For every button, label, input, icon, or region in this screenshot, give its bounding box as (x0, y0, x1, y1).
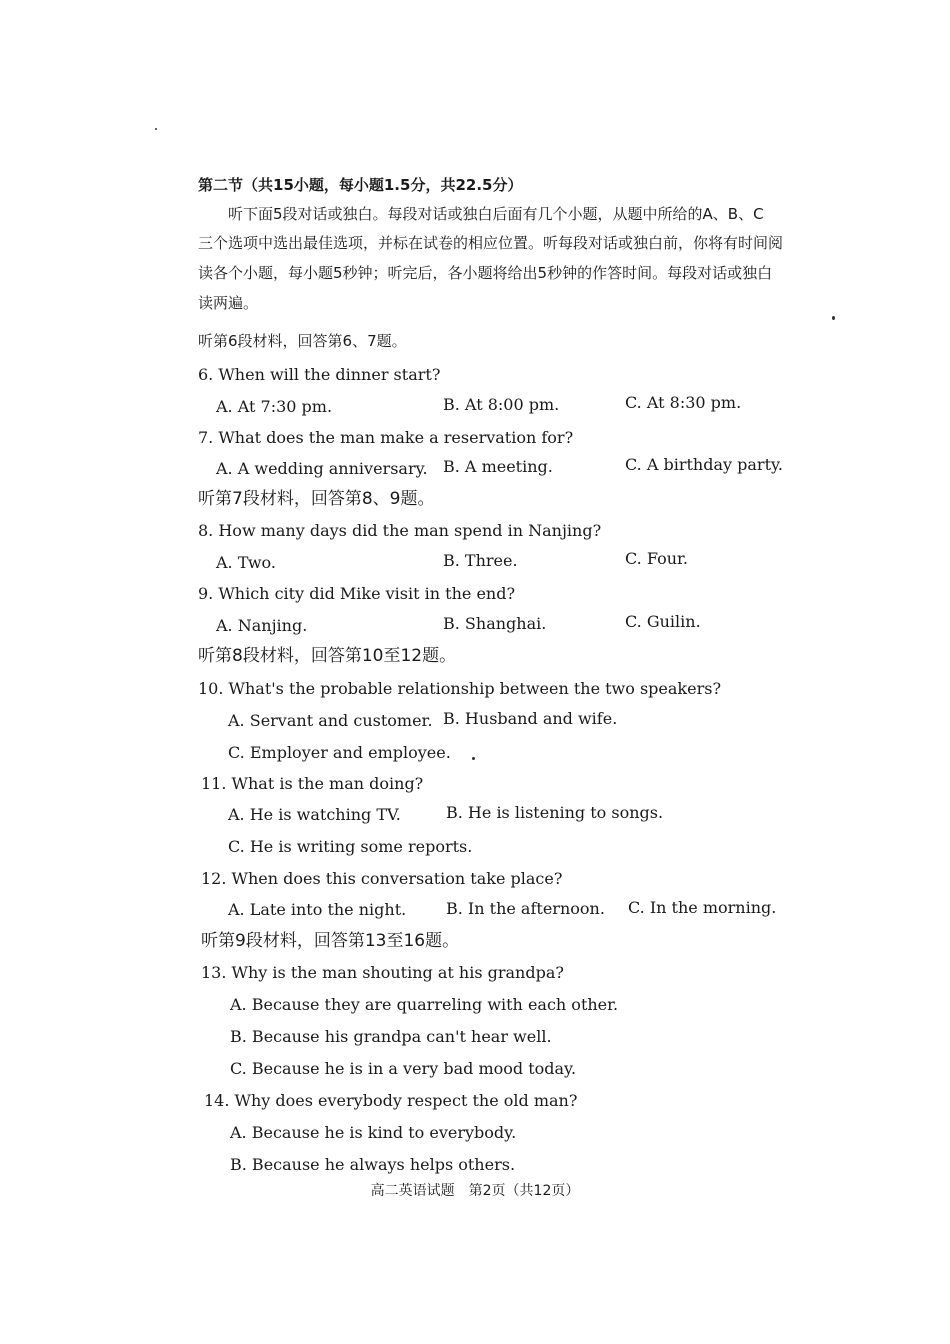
option-a: A. Because they are quarreling with each other. (230, 995, 619, 1014)
instruction-line: 读各个小题，每小题5秒钟；听完后，各小题将给出5秒钟的作答时间。每段对话或独白 (198, 264, 773, 282)
group-label: 听第7段材料，回答第8、9题。 (198, 489, 435, 509)
question-6: 6. When will the dinner start? (198, 365, 441, 384)
option-c: C. Employer and employee. (228, 743, 451, 762)
option-b: B. Three. (443, 551, 518, 570)
option-b: B. Husband and wife. (443, 709, 618, 728)
option-b: B. He is listening to songs. (446, 803, 664, 822)
question-9: 9. Which city did Mike visit in the end? (198, 584, 516, 603)
scan-speck (472, 757, 475, 760)
option-c: C. Guilin. (625, 612, 701, 631)
group-label: 听第8段材料，回答第10至12题。 (198, 646, 457, 666)
section-header: 第二节（共15小题，每小题1.5分，共22.5分） (198, 176, 523, 194)
option-a: A. Two. (216, 553, 276, 572)
option-c: C. Because he is in a very bad mood today. (230, 1059, 577, 1078)
scan-speck (832, 316, 835, 320)
option-c: C. He is writing some reports. (228, 837, 473, 856)
question-14: 14. Why does everybody respect the old man? (204, 1091, 578, 1110)
option-c: C. At 8:30 pm. (625, 393, 742, 412)
option-a: A. He is watching TV. (228, 805, 401, 824)
option-b: B. A meeting. (443, 457, 553, 476)
option-a: A. Servant and customer. (228, 711, 433, 730)
question-10: 10. What's the probable relationship between the two speakers? (198, 679, 722, 698)
option-b: B. Because his grandpa can't hear well. (230, 1027, 552, 1046)
option-a: A. A wedding anniversary. (216, 459, 428, 478)
instruction-line: 读两遍。 (198, 294, 259, 312)
option-b: B. At 8:00 pm. (443, 395, 560, 414)
page-footer: 高二英语试题 第2页（共12页） (370, 1183, 580, 1199)
option-a: A. Late into the night. (228, 900, 407, 919)
instruction-line: 三个选项中选出最佳选项，并标在试卷的相应位置。听每段对话或独白前，你将有时间阅 (198, 234, 784, 252)
question-12: 12. When does this conversation take place? (201, 869, 563, 888)
scan-speck (155, 128, 157, 130)
option-b: B. Because he always helps others. (230, 1155, 516, 1174)
option-a: A. Nanjing. (216, 616, 308, 635)
option-a: A. Because he is kind to everybody. (230, 1123, 517, 1142)
group-label: 听第9段材料，回答第13至16题。 (201, 931, 460, 951)
question-7: 7. What does the man make a reservation for? (198, 428, 574, 447)
question-11: 11. What is the man doing? (201, 774, 424, 793)
option-b: B. In the afternoon. (446, 899, 605, 918)
option-c: C. In the morning. (628, 898, 777, 917)
instruction-line: 听下面5段对话或独白。每段对话或独白后面有几个小题，从题中所给的A、B、C (228, 205, 764, 223)
option-b: B. Shanghai. (443, 614, 547, 633)
group-label: 听第6段材料，回答第6、7题。 (198, 332, 407, 350)
question-8: 8. How many days did the man spend in Nanjing? (198, 521, 602, 540)
question-13: 13. Why is the man shouting at his grandpa? (201, 963, 564, 982)
option-a: A. At 7:30 pm. (216, 397, 333, 416)
option-c: C. Four. (625, 549, 688, 568)
option-c: C. A birthday party. (625, 455, 783, 474)
